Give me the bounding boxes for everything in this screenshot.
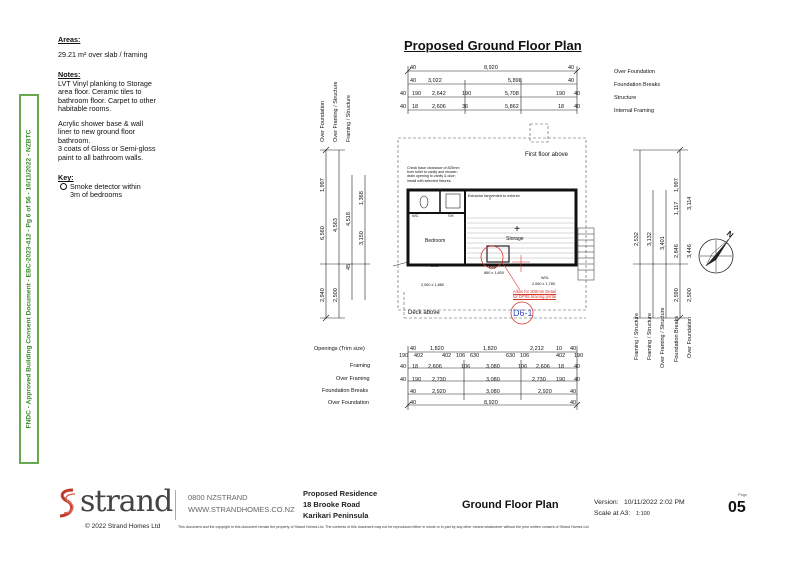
dim-value: 40 (570, 389, 577, 395)
dim-value: 40 (400, 377, 407, 383)
door-size-3: 2,060 x 1,780 (532, 282, 556, 286)
scale-value: 1:100 (636, 511, 650, 517)
version-value: 10/11/2022 2:02 PM (624, 499, 685, 506)
clearance-note: Check base clearance of 825mm from toilet to vanity and shower; drain opening to vanity & door; install with selected fixtures. (407, 166, 460, 183)
dim-value: 40 (410, 400, 417, 406)
first-floor-above-label: First floor above (525, 152, 569, 158)
dim-value: 40 (568, 65, 575, 71)
w01-label: W01 (541, 276, 549, 280)
dim-value: 5,708 (505, 91, 519, 97)
dim-label-openings: Openings (Trim size) (314, 346, 365, 352)
d02-label: D02 (489, 266, 496, 270)
stair-void (487, 246, 509, 262)
dim-value: 2,606 (536, 364, 550, 370)
dim-value: 40 (410, 346, 417, 352)
dim-value: 3,022 (428, 78, 442, 84)
vlabel-over-framing: Over Framing / Structure (660, 307, 666, 368)
footer-disclaimer: This document and the copyright in this document remain the property of Strand Homes Ltd. The contents of this document may not be reproduced either in whole or in part by any other means whatsoever without the prior written consent of Strand Homes Ltd. (178, 525, 590, 529)
project-line-3: Karikari Peninsula (303, 511, 369, 520)
dim-value: 3,080 (486, 377, 500, 383)
dim-value: 1,117 (674, 201, 680, 215)
vlabel-framing-2: Framing / Structure (647, 312, 653, 360)
dim-value: 190 (556, 91, 566, 97)
plan-title: Proposed Ground Floor Plan (404, 38, 582, 53)
page-label: Page (738, 492, 748, 497)
dim-value: 40 (400, 91, 407, 97)
version-label: Version: (594, 499, 619, 506)
note-line: Acrylic shower base & wall (58, 118, 144, 128)
dim-label-internal-framing: Internal Framing (614, 108, 655, 114)
dim-label-framing: Framing (350, 363, 371, 369)
strand-logo-icon (55, 487, 79, 517)
dim-value: 106 (461, 364, 471, 370)
dim-value: 5,898 (508, 78, 522, 84)
dim-value: 2,940 (320, 288, 326, 302)
dim-value: 3,080 (486, 389, 500, 395)
note-line: paint to all bathroom walls. (58, 152, 144, 162)
dim-value: 402 (556, 353, 566, 359)
dim-value: 2,590 (674, 288, 680, 302)
svg-text:+: + (514, 224, 520, 235)
dim-value: 4,518 (346, 212, 352, 226)
areas-heading: Areas: (58, 35, 81, 44)
dim-value: 106 (456, 353, 466, 359)
dim-label-over-framing: Over Framing (336, 376, 370, 382)
door-size-1: 2,060 x 1,880 (421, 283, 445, 287)
dim-value: 3,080 (486, 364, 500, 370)
dim-value: 2,212 (530, 346, 544, 352)
sh-label: SH (448, 213, 454, 218)
dim-value: 3,401 (660, 236, 666, 250)
footer-divider (175, 490, 176, 520)
north-arrow-icon (699, 238, 733, 273)
key-heading: Key: (58, 173, 74, 182)
north-label: N (724, 229, 735, 240)
dim-value: 190 (556, 377, 566, 383)
dim-value: 2,920 (538, 389, 552, 395)
page-number: 05 (728, 499, 746, 516)
dim-value: 40 (574, 91, 581, 97)
vlabel-framing-1: Framing / Structure (634, 312, 640, 360)
deck-above-label: Deck above (408, 310, 440, 316)
brand-name: strand (80, 484, 173, 519)
consent-stamp-text: FNDC - Approved Building Consent Document - EBC-2023-412 - Pg 6 of 56 - 16/11/2022 - NZBTC (25, 129, 33, 429)
sheet-title: Ground Floor Plan (462, 499, 559, 511)
dim-value: 1,820 (430, 346, 444, 352)
extractor-note: Extractor fan vented to exterior (468, 194, 520, 198)
dim-value: 40 (410, 78, 417, 84)
dim-value: 1,997 (320, 178, 326, 192)
dim-value: 3,150 (359, 231, 365, 245)
key-line: Smoke detector within (58, 183, 178, 192)
dim-value: 2,730 (432, 377, 446, 383)
red-note-line-1: Allow for 300mm Detail (513, 289, 557, 294)
area-value: 29.21 m² over slab / framing (58, 49, 148, 59)
dim-value: 1,368 (359, 191, 365, 205)
dim-value: 40 (568, 78, 575, 84)
notes-heading: Notes: (58, 70, 81, 79)
dim-value: 4,563 (333, 218, 339, 232)
key-line: 3m of bedrooms (70, 190, 122, 199)
note-line: bathroom. (58, 135, 91, 145)
vlabel-framing: Framing / Structure (346, 94, 352, 142)
dim-value: 2,606 (432, 104, 446, 110)
dim-value: 36 (462, 104, 469, 110)
dim-value: 45 (346, 263, 352, 270)
building-walls (408, 190, 576, 265)
dim-value: 40 (400, 364, 407, 370)
dim-bottom-overall: 8,920 (484, 400, 498, 406)
vlabel-over-foundation: Over Foundation (320, 101, 326, 142)
dim-value: 630 (470, 353, 480, 359)
dim-value: 40 (410, 389, 417, 395)
dim-value: 2,730 (532, 377, 546, 383)
dim-value: 5,862 (505, 104, 519, 110)
dim-value: 6,560 (320, 226, 326, 240)
note-line: bathroom floor. Carpet to other (58, 95, 156, 105)
vlabel-over-framing: Over Framing / Structure (333, 81, 339, 142)
scale-label: Scale at A3: (594, 510, 631, 517)
dim-value: 40 (574, 364, 581, 370)
dim-value: 190 (574, 353, 584, 359)
note-line: LVT Vinyl planking to Storage (58, 78, 152, 88)
red-note-line-2: for DP08 bracing portal (513, 294, 557, 299)
dim-value: 18 (558, 104, 565, 110)
dim-value: 18 (412, 104, 419, 110)
dim-value: 40 (410, 65, 417, 71)
dim-value: 40 (574, 377, 581, 383)
dim-value: 190 (412, 377, 422, 383)
bedroom-label: Bedroom (425, 238, 446, 244)
dim-value: 2,846 (674, 244, 680, 258)
dim-value: 1,997 (674, 178, 680, 192)
wc-label: WC (412, 213, 419, 218)
d01-label: D01 (431, 264, 438, 268)
dim-value: 190 (462, 91, 472, 97)
dim-value: 190 (412, 91, 422, 97)
dim-value: 3,114 (687, 196, 693, 210)
dim-value: 2,920 (432, 389, 446, 395)
footer-phone: 0800 NZSTRAND (188, 493, 248, 502)
note-line: liner to new ground floor (58, 127, 136, 136)
dim-value: 1,820 (483, 346, 497, 352)
dim-value: 18 (558, 364, 565, 370)
d6-1-marker: D6-1 (513, 308, 533, 318)
storage-label: Storage (506, 236, 524, 242)
dim-label-over-foundation: Over Foundation (614, 69, 655, 75)
dim-value: 106 (518, 364, 528, 370)
note-line: area floor. Ceramic tiles to (58, 87, 142, 96)
shower-fixture (446, 194, 460, 208)
door-size-2: 860 x 1,800 (484, 271, 504, 275)
dim-label-foundation-breaks: Foundation Breaks (614, 82, 661, 88)
dim-top-overall: 8,920 (484, 65, 498, 71)
project-line-2: 18 Brooke Road (303, 500, 361, 509)
dim-value: 40 (574, 104, 581, 110)
dim-value: 18 (412, 364, 419, 370)
dim-label-structure: Structure (614, 95, 637, 101)
note-line: habitable rooms. (58, 104, 112, 113)
dim-value: 3,132 (647, 232, 653, 246)
note-line: 3 coats of Gloss or Semi-gloss (58, 144, 156, 153)
dim-value: 2,500 (333, 288, 339, 302)
dim-value: 40 (570, 400, 577, 406)
dim-value: 2,500 (687, 288, 693, 302)
footer-copyright: © 2022 Strand Homes Ltd (85, 523, 161, 530)
dim-value: 2,606 (428, 364, 442, 370)
dim-label-foundation-breaks: Foundation Breaks (322, 388, 369, 394)
dim-value: 630 (506, 353, 516, 359)
vlabel-over-foundation: Over Foundation (687, 317, 693, 358)
footer-website: WWW.STRANDHOMES.CO.NZ (188, 505, 295, 514)
dim-value: 402 (442, 353, 452, 359)
dim-value: 10 (556, 346, 563, 352)
dim-value: 2,532 (634, 232, 640, 246)
dim-value: 40 (400, 104, 407, 110)
project-line-1: Proposed Residence (303, 489, 378, 498)
dim-value: 40 (570, 346, 577, 352)
dim-value: 402 (414, 353, 424, 359)
dim-value: 2,642 (432, 91, 446, 97)
toilet-fixture (420, 196, 428, 208)
dim-value: 190 (399, 353, 409, 359)
vlabel-foundation-breaks: Foundation Breaks (674, 315, 680, 362)
dim-label-over-foundation: Over Foundation (328, 400, 369, 406)
dim-value: 3,446 (687, 244, 693, 258)
dim-value: 106 (520, 353, 530, 359)
